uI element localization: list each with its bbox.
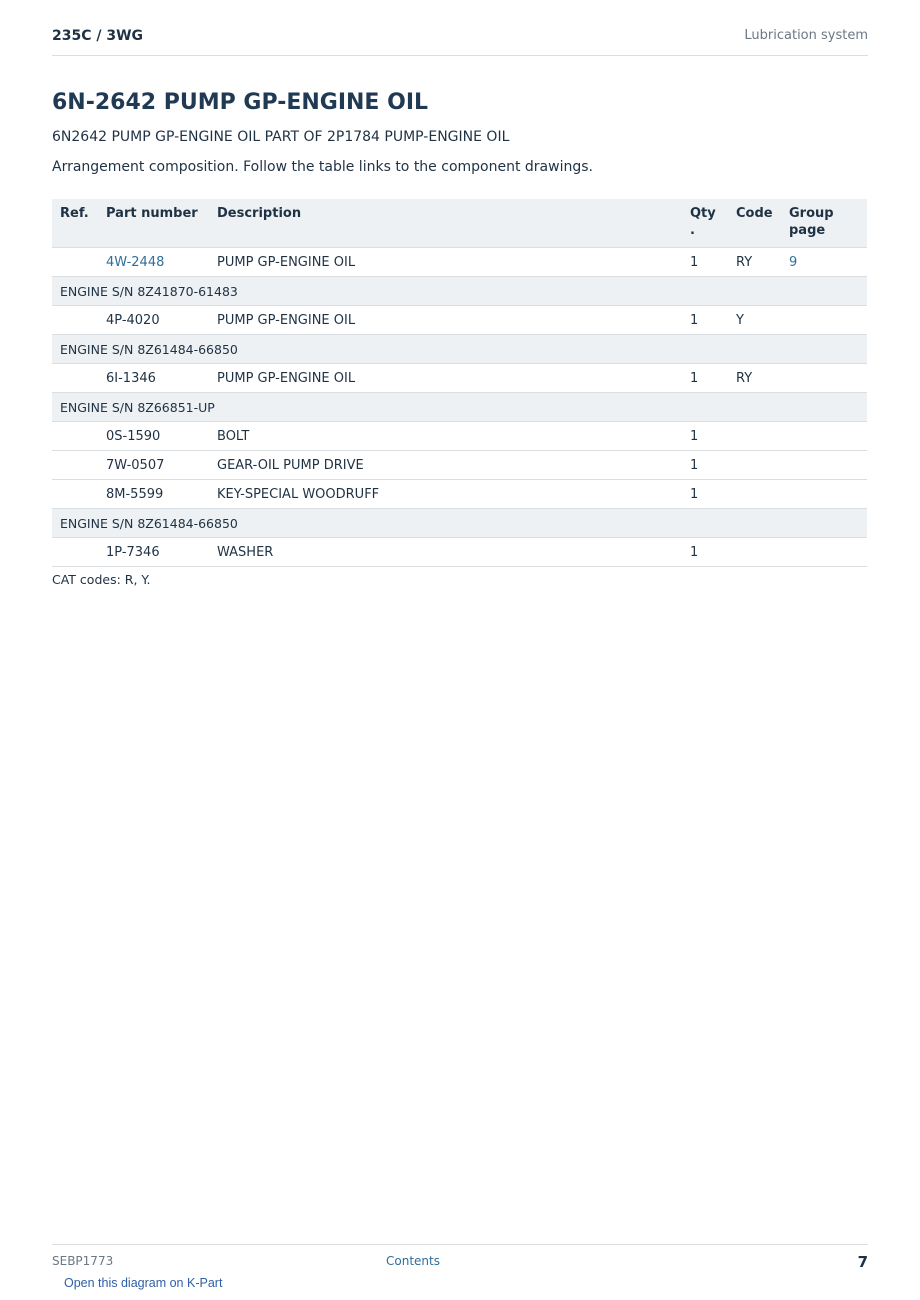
contents-link[interactable]: Contents [386, 1254, 440, 1268]
serial-group-row [52, 335, 867, 364]
row-ref [52, 451, 98, 480]
row-code: RY [728, 364, 781, 393]
page-number: 7 [857, 1253, 868, 1271]
row-part-number: 8M-5599 [98, 480, 209, 509]
row-part-number: 0S-1590 [98, 422, 209, 451]
page-header-label: page [789, 223, 826, 238]
row-qty: 1 [682, 306, 728, 335]
row-description: KEY-SPECIAL WOODRUFF [209, 480, 682, 509]
page-subtitle: 6N2642 PUMP GP-ENGINE OIL PART OF 2P1784 PUMP-ENGINE OIL [52, 129, 510, 145]
row-group-page [781, 306, 867, 335]
serial-group-label: ENGINE S/N 8Z66851-UP [52, 393, 867, 422]
row-ref [52, 538, 98, 567]
col-header-ref: Ref. [52, 199, 98, 248]
row-code [728, 538, 781, 567]
col-header-qty [682, 199, 728, 248]
row-qty: 1 [682, 422, 728, 451]
table-row [52, 480, 867, 509]
page-footer [52, 1244, 868, 1275]
col-header-code: Code [728, 199, 781, 248]
section-label: Lubrication system [744, 28, 868, 43]
table-row [52, 422, 867, 451]
row-group-page [781, 451, 867, 480]
row-part-number-link[interactable]: 4W-2448 [98, 248, 209, 277]
intro-text: Arrangement composition. Follow the table links to the component drawings. [52, 159, 593, 175]
row-part-number: 4P-4020 [98, 306, 209, 335]
row-code: Y [728, 306, 781, 335]
serial-group-row [52, 393, 867, 422]
row-ref [52, 480, 98, 509]
qty-header-label: Qty [690, 206, 716, 221]
table-row [52, 306, 867, 335]
row-description: BOLT [209, 422, 682, 451]
serial-group-label: ENGINE S/N 8Z41870-61483 [52, 277, 867, 306]
page-title: 6N-2642 PUMP GP-ENGINE OIL [52, 90, 429, 115]
row-group-page [781, 364, 867, 393]
row-part-number: 6I-1346 [98, 364, 209, 393]
model-label: 235C / 3WG [52, 28, 144, 44]
row-qty: 1 [682, 538, 728, 567]
cat-codes-note: CAT codes: R, Y. [52, 572, 151, 587]
row-code [728, 451, 781, 480]
row-group-page [781, 422, 867, 451]
document-id: SEBP1773 [52, 1254, 114, 1268]
row-group-page-link[interactable]: 9 [781, 248, 867, 277]
row-part-number: 7W-0507 [98, 451, 209, 480]
row-ref [52, 248, 98, 277]
serial-group-label: ENGINE S/N 8Z61484-66850 [52, 509, 867, 538]
row-description: PUMP GP-ENGINE OIL [209, 306, 682, 335]
row-part-number: 1P-7346 [98, 538, 209, 567]
row-qty: 1 [682, 451, 728, 480]
group-header-label: Group [789, 206, 834, 221]
row-ref [52, 364, 98, 393]
serial-group-row [52, 277, 867, 306]
row-description: GEAR-OIL PUMP DRIVE [209, 451, 682, 480]
table-row [52, 248, 867, 277]
table-row [52, 364, 867, 393]
row-group-page [781, 480, 867, 509]
serial-group-label: ENGINE S/N 8Z61484-66850 [52, 335, 867, 364]
row-qty: 1 [682, 364, 728, 393]
col-header-group-page [781, 199, 867, 248]
parts-table [52, 199, 867, 567]
row-qty: 1 [682, 480, 728, 509]
serial-group-row [52, 509, 867, 538]
row-ref [52, 422, 98, 451]
row-description: PUMP GP-ENGINE OIL [209, 364, 682, 393]
qty-header-dot: . [690, 223, 695, 238]
row-code: RY [728, 248, 781, 277]
table-row [52, 538, 867, 567]
table-row [52, 451, 867, 480]
row-description: PUMP GP-ENGINE OIL [209, 248, 682, 277]
row-group-page [781, 538, 867, 567]
col-header-part-number: Part number [98, 199, 209, 248]
row-code [728, 480, 781, 509]
row-code [728, 422, 781, 451]
col-header-description: Description [209, 199, 682, 248]
open-kpart-link[interactable]: Open this diagram on K-Part [64, 1276, 223, 1290]
row-qty: 1 [682, 248, 728, 277]
page-header [52, 28, 868, 56]
row-ref [52, 306, 98, 335]
row-description: WASHER [209, 538, 682, 567]
table-header-row [52, 199, 867, 248]
